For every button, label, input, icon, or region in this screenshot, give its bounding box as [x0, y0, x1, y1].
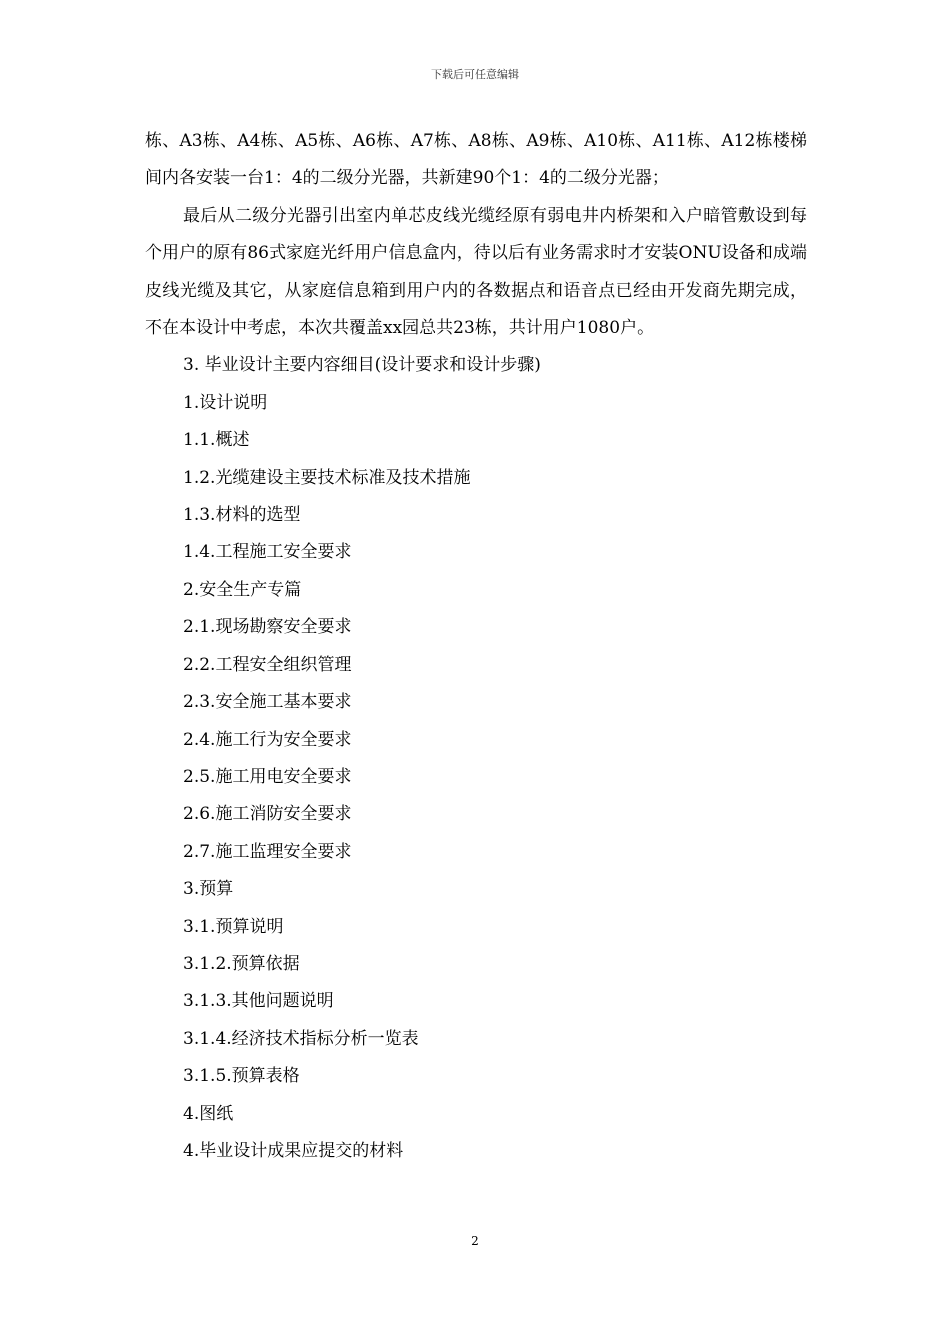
page-number: 2: [471, 1234, 479, 1248]
outline-item: 3.1.预算说明: [183, 916, 284, 937]
outline-item: 2.1.现场勘察安全要求: [183, 617, 352, 638]
outline-item: 4.毕业设计成果应提交的材料: [183, 1140, 404, 1161]
document-body: [145, 123, 807, 1170]
outline-item: 2.6.施工消防安全要求: [183, 804, 352, 825]
paragraph-building-list: 栋、A3栋、A4栋、A5栋、A6栋、A7栋、A8栋、A9栋、A10栋、A11栋、A12栋楼梯间内各安装一台1：4的二级分光器，共新建90个1：4的二级分光器；: [145, 131, 807, 189]
outline-item: 3.1.2.预算依据: [183, 953, 300, 974]
page-header: 下载后可任意编辑: [431, 68, 519, 81]
outline-item: 2.4.施工行为安全要求: [183, 729, 352, 750]
outline-item: 2.5.施工用电安全要求: [183, 766, 352, 787]
outline-item: 2.2.工程安全组织管理: [183, 654, 352, 675]
outline-item: 1.4.工程施工安全要求: [183, 542, 352, 563]
outline-item: 3.预算: [183, 879, 234, 900]
outline-item: 1.3.材料的选型: [183, 505, 301, 526]
outline-item: 1.设计说明: [183, 392, 268, 413]
outline-item: 3.1.3.其他问题说明: [183, 991, 334, 1012]
outline-item: 2.7.施工监理安全要求: [183, 841, 352, 862]
outline-item: 3.1.5.预算表格: [183, 1066, 300, 1087]
outline-item: 2.安全生产专篇: [183, 579, 302, 600]
paragraph-cable-routing: 最后从二级分光器引出室内单芯皮线光缆经原有弱电井内桥架和入户暗管敷设到每个用户的原有86式家庭光纤用户信息盒内，待以后有业务需求时才安装ONU设备和成端皮线光缆及其它，从家庭信息箱到用户内的各数据点和语音点已经由开发商先期完成，不在本设计中考虑，本次共覆盖xx园总共23栋，共计用户1080户。: [145, 205, 807, 339]
outline-item: 4.图纸: [183, 1103, 234, 1124]
outline-item: 3. 毕业设计主要内容细目(设计要求和设计步骤): [183, 355, 541, 376]
outline-item: 1.1.概述: [183, 430, 250, 451]
content-outline: [145, 347, 807, 1170]
outline-item: 3.1.4.经济技术指标分析一览表: [183, 1028, 419, 1049]
outline-item: 1.2.光缆建设主要技术标准及技术措施: [183, 467, 471, 488]
outline-item: 2.3.安全施工基本要求: [183, 692, 352, 713]
